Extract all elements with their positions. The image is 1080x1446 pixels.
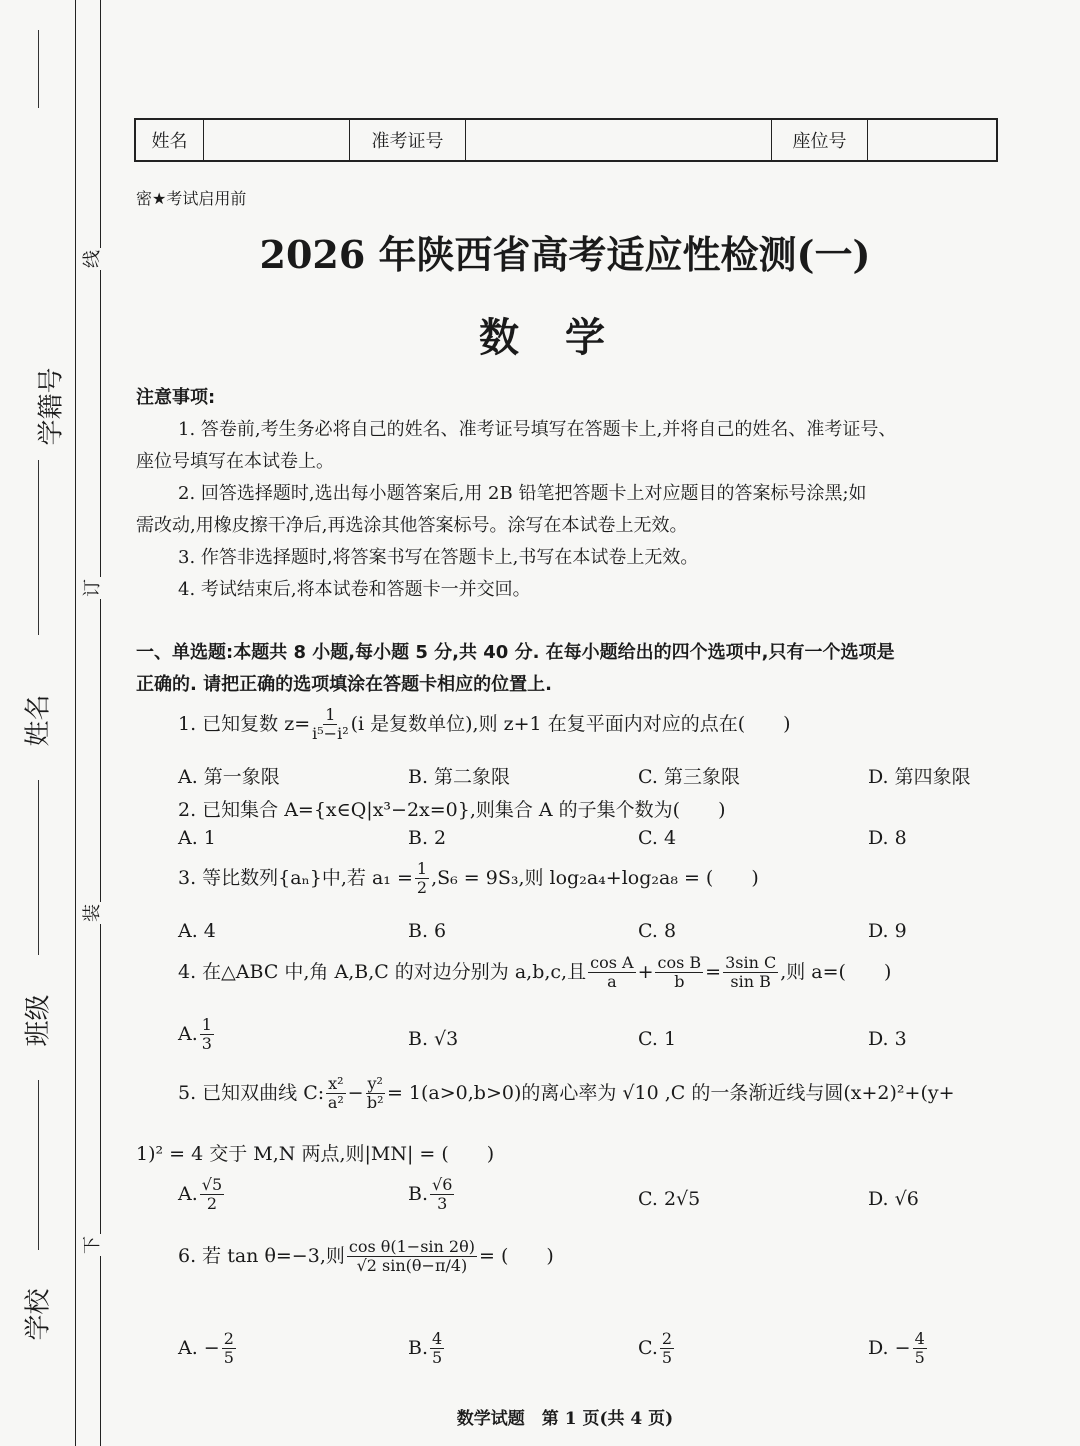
- q4-fraction-1: [588, 954, 635, 992]
- q6-c-fraction: [660, 1330, 674, 1368]
- note-2b: 需改动,用橡皮擦干净后,再选涂其他答案标号。涂写在本试卷上无效。: [136, 515, 688, 536]
- q1-fraction: [312, 706, 348, 744]
- q4-f1-num: cos A: [590, 953, 634, 972]
- binding-inner-line: [100, 0, 101, 1446]
- q4-f1-den: a: [607, 972, 617, 992]
- q5-post: = 1(a>0,b>0)的离心率为 √10 ,C 的一条渐近线与圆(x+2)²+(y+: [386, 1081, 955, 1104]
- q6-option-d: [868, 1330, 929, 1368]
- q6-d-num: 4: [914, 1329, 925, 1348]
- q6-a-fraction: [222, 1330, 236, 1368]
- blank-line-student-id: [38, 460, 39, 635]
- q6-d-den: 5: [914, 1348, 925, 1368]
- section-heading-line2: 正确的. 请把正确的选项填涂在答题卡相应的位置上.: [136, 674, 552, 695]
- candidate-info-table: [134, 118, 998, 162]
- exam-number-label: 准考证号: [350, 120, 466, 160]
- binding-label-student-id: 学籍号: [36, 367, 67, 446]
- q4-option-d: D. 3: [868, 1028, 907, 1050]
- q3-num: 1: [416, 859, 428, 878]
- q1-option-b: B. 第二象限: [408, 766, 511, 788]
- binding-mark-cut: 线: [78, 248, 104, 270]
- q5-b-label: B.: [408, 1182, 429, 1205]
- blank-line-name: [38, 780, 39, 955]
- q4-eq: =: [705, 960, 722, 983]
- q6-b-fraction: [430, 1330, 444, 1368]
- q5-b-num: √6: [432, 1175, 453, 1194]
- binding-label-school: 学校: [23, 1288, 54, 1341]
- q5-option-a: [178, 1176, 226, 1214]
- q2-option-a: A. 1: [178, 827, 216, 849]
- q4-f2-num: cos B: [657, 953, 702, 972]
- q5-option-b: [408, 1176, 456, 1214]
- q6-option-b: [408, 1330, 446, 1368]
- q6-pre: 6. 若 tan θ=−3,则: [178, 1244, 345, 1267]
- blank-line-class: [38, 1080, 39, 1250]
- q5-a-label: A.: [178, 1182, 198, 1205]
- binding-label-class: 班级: [23, 994, 54, 1047]
- q3-den: 2: [416, 878, 428, 898]
- q1-option-d: D. 第四象限: [868, 766, 971, 788]
- q4-option-a: [178, 1016, 216, 1054]
- q5-fraction-2: [366, 1075, 385, 1113]
- q3-option-c: C. 8: [638, 920, 677, 942]
- q5-fraction-1: [326, 1075, 345, 1113]
- q4-option-b: B. √3: [408, 1028, 459, 1050]
- q2-option-d: D. 8: [868, 827, 907, 849]
- note-3: 3. 作答非选择题时,将答案书写在答题卡上,书写在本试卷上无效。: [178, 547, 699, 568]
- question-5: [178, 1075, 955, 1113]
- q4-a-fraction: [200, 1016, 214, 1054]
- q3-pre: 3. 等比数列{aₙ}中,若 a₁ =: [178, 866, 413, 889]
- question-2: 2. 已知集合 A={x∈Q|x³−2x=0},则集合 A 的子集个数为( ): [178, 799, 726, 821]
- q1-pre: 1. 已知复数 z=: [178, 712, 311, 735]
- page-footer: 数学试题 第 1 页(共 4 页): [456, 1409, 674, 1429]
- question-3: [178, 860, 759, 898]
- q5-f2-num: y²: [367, 1074, 383, 1093]
- q5-line2: 1)² = 4 交于 M,N 两点,则|MN| = ( ): [136, 1143, 495, 1165]
- seat-label: 座位号: [772, 120, 868, 160]
- note-2a: 2. 回答选择题时,选出每小题答案后,用 2B 铅笔把答题卡上对应题目的答案标号涂黑;如: [178, 483, 867, 504]
- q4-a-num: 1: [201, 1015, 212, 1034]
- q4-a-label: A.: [178, 1022, 198, 1045]
- q6-c-label: C.: [638, 1336, 658, 1359]
- name-field[interactable]: [204, 120, 350, 160]
- binding-outer-line: [75, 0, 76, 1446]
- q6-b-num: 4: [432, 1329, 443, 1348]
- q3-option-d: D. 9: [868, 920, 907, 942]
- q3-option-b: B. 6: [408, 920, 447, 942]
- seat-field[interactable]: [868, 120, 996, 160]
- q6-fraction: [347, 1238, 477, 1276]
- q6-a-label: A. −: [178, 1336, 220, 1359]
- q6-den: √2 sin(θ−π/4): [356, 1256, 468, 1276]
- q6-option-a: [178, 1330, 238, 1368]
- q6-b-den: 5: [432, 1348, 443, 1368]
- q5-a-den: 2: [206, 1194, 218, 1214]
- binding-mark-staple: 装: [78, 902, 104, 924]
- q4-plus: +: [637, 960, 654, 983]
- exam-title: 2026 年陕西省高考适应性检测(一): [259, 232, 871, 277]
- q4-f2-den: b: [674, 972, 685, 992]
- binding-mark-down: 下: [78, 1234, 104, 1256]
- q2-option-c: C. 4: [638, 827, 677, 849]
- binding-label-name: 姓名: [23, 694, 54, 747]
- q1-den: i⁵−i²: [312, 724, 349, 744]
- q5-b-fraction: [430, 1176, 454, 1214]
- q5-pre: 5. 已知双曲线 C:: [178, 1081, 325, 1104]
- q4-pre: 4. 在△ABC 中,角 A,B,C 的对边分别为 a,b,c,且: [178, 960, 587, 983]
- q6-a-num: 2: [223, 1329, 234, 1348]
- q6-num: cos θ(1−sin 2θ): [348, 1237, 475, 1256]
- note-1b: 座位号填写在本试卷上。: [136, 451, 334, 472]
- note-1a: 1. 答卷前,考生务必将自己的姓名、准考证号填写在答题卡上,并将自己的姓名、准考证号、: [178, 419, 897, 440]
- q2-option-b: B. 2: [408, 827, 447, 849]
- q5-f1-num: x²: [328, 1074, 344, 1093]
- section-heading-line1: 一、单选题:本题共 8 小题,每小题 5 分,共 40 分. 在每小题给出的四个选项中,只有一个选项是: [136, 642, 895, 663]
- q5-option-d: D. √6: [868, 1188, 919, 1210]
- q6-option-c: [638, 1330, 676, 1368]
- q6-a-den: 5: [223, 1348, 234, 1368]
- q1-num: 1: [325, 705, 336, 724]
- q5-a-fraction: [200, 1176, 224, 1214]
- q6-d-fraction: [913, 1330, 927, 1368]
- q3-post: ,S₆ = 9S₃,则 log₂a₄+log₂a₈ = ( ): [431, 866, 759, 889]
- notes-heading: 注意事项:: [136, 387, 216, 408]
- name-label: 姓名: [136, 120, 204, 160]
- question-6: [178, 1238, 554, 1276]
- q4-a-den: 3: [201, 1034, 212, 1054]
- question-4: [178, 954, 891, 992]
- question-1: [178, 706, 791, 744]
- subject-title: 数学: [479, 314, 651, 361]
- q4-f3-num: 3sin C: [725, 953, 777, 972]
- q4-option-c: C. 1: [638, 1028, 677, 1050]
- q5-f2-den: b²: [366, 1093, 384, 1113]
- note-4: 4. 考试结束后,将本试卷和答题卡一并交回。: [178, 579, 531, 600]
- q6-c-num: 2: [661, 1329, 673, 1348]
- q5-a-num: √5: [201, 1175, 223, 1194]
- q3-fraction: [415, 860, 429, 898]
- q5-option-c: C. 2√5: [638, 1188, 701, 1210]
- q6-c-den: 5: [661, 1348, 673, 1368]
- q5-f1-den: a²: [327, 1093, 344, 1113]
- q1-option-c: C. 第三象限: [638, 766, 740, 788]
- q3-option-a: A. 4: [178, 920, 216, 942]
- exam-number-field[interactable]: [466, 120, 772, 160]
- q4-f3-den: sin B: [730, 972, 771, 992]
- binding-mark-bind: 订: [78, 577, 104, 599]
- q4-fraction-2: [655, 954, 703, 992]
- q6-b-label: B.: [408, 1336, 429, 1359]
- q6-post: = ( ): [478, 1244, 554, 1267]
- q4-post: ,则 a=( ): [780, 960, 892, 983]
- q5-minus: −: [347, 1081, 364, 1104]
- q6-d-label: D. −: [868, 1336, 911, 1359]
- q1-post: (i 是复数单位),则 z+1 在复平面内对应的点在( ): [350, 712, 791, 735]
- q1-option-a: A. 第一象限: [178, 766, 280, 788]
- q5-b-den: 3: [437, 1194, 448, 1214]
- confidential-notice: 密★考试启用前: [136, 189, 247, 208]
- q4-fraction-3: [723, 954, 778, 992]
- blank-line-top: [38, 30, 39, 108]
